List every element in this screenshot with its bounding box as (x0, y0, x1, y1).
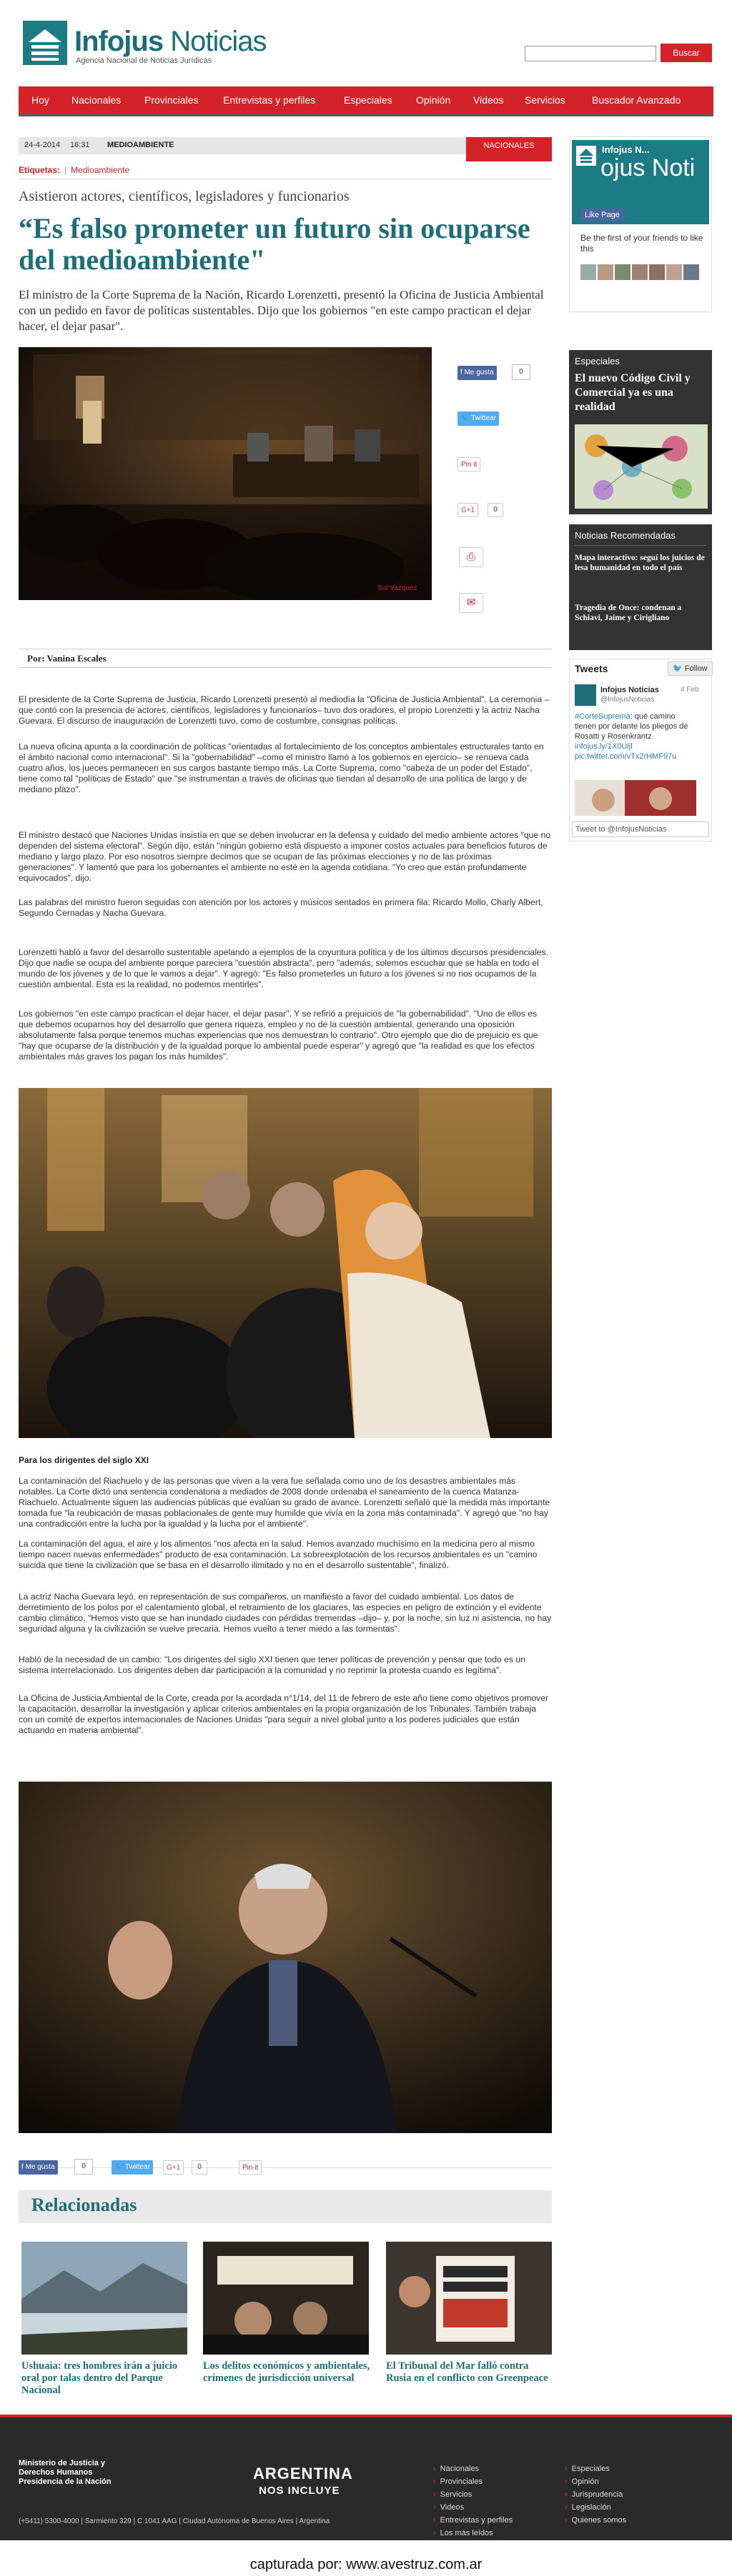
tweet-compose-input[interactable]: Tweet to @InfojusNoticias (572, 822, 709, 837)
footer-link[interactable]: › Quienes somos (565, 2516, 626, 2525)
argentina-logo: ARGENTINA (253, 2465, 353, 2482)
tweet-handle[interactable]: @InfojusNoticias (600, 696, 655, 704)
nav-divider (19, 114, 713, 116)
article-time: 16:31 (70, 141, 90, 149)
footer-link[interactable]: › Entrevistas y perfiles (433, 2516, 513, 2525)
article-date: 24-4-2014 (24, 141, 61, 149)
search-input[interactable] (525, 46, 656, 61)
footer-link[interactable]: › Opinión (565, 2477, 599, 2486)
avatar[interactable] (649, 264, 665, 280)
google-plus-button[interactable]: G+1 (163, 2160, 184, 2175)
tags-label: Etiquetas: (19, 165, 61, 175)
nav-item-opinion[interactable]: Opinión (416, 94, 451, 106)
recommended-heading: Noticias Recomendadas (575, 530, 676, 541)
section-badge[interactable]: NACIONALES (466, 137, 552, 161)
footer-address: (+5411) 5300-4000 | Sarmiento 329 | C 1041 AAG | Ciudad Autónoma de Buenos Aires | Argentina (19, 2517, 330, 2525)
related-caption[interactable]: El Tribunal del Mar falló contra Rusia en el conflicto con Greenpeace (386, 2360, 548, 2384)
nav-item-hoy[interactable]: Hoy (31, 94, 49, 106)
facebook-count: 0 (512, 364, 530, 380)
avatar[interactable] (615, 264, 630, 280)
divider (19, 667, 552, 668)
footer-link[interactable]: › Jurisprudencia (565, 2490, 623, 2499)
related-caption[interactable]: Los delitos económicos y ambientales, crímenes de jurisdicción universal (203, 2360, 370, 2384)
pinterest-button[interactable]: Pin it (458, 457, 480, 471)
footer-link[interactable]: › Provinciales (433, 2477, 483, 2486)
article-paragraph: La Oficina de Justicia Ambiental de la Corte, creada por la acordada n°1/14, del 11 de febrero de este año tiene como objetivos promover la capacitación, desarrollar la investigación y aplicar criterios ambientales en la propia organización de los Tribunales. También trabaja con un comité de expertos internacionales de Naciones Unidas "para seguir a nivel global junto a los poderes judiciales que están actuando en materia ambiental". (19, 1693, 549, 1735)
tweets-heading: Tweets (575, 663, 608, 674)
avatar[interactable] (580, 264, 596, 280)
tags-row: Etiquetas: | Medioambiente (19, 165, 130, 175)
especiales-heading: Especiales (575, 356, 620, 366)
twitter-icon: 🐦 (460, 414, 472, 422)
pinterest-button[interactable]: Pin it (239, 2160, 262, 2175)
avatar[interactable] (683, 264, 699, 280)
article-paragraph: El presidente de la Corte Suprema de Justicia, Ricardo Lorenzetti presentó al mediodía la "Oficina de Justicia Ambiental". La ceremonia –que contó con la presencia de actores, científicos, legisladores y funcionarios– tuvo dos oradores, el propio Lorenzetti y la actriz Nacha Guevara. El discurso de inauguración de Lorenzetti tuvo, como de costumbre, consignas políticas. (19, 694, 550, 726)
twitter-follow-button[interactable]: 🐦 Follow (668, 662, 713, 676)
especiales-image[interactable] (575, 424, 708, 509)
article-paragraph: El ministro destacó que Naciones Unidas insistía en que se deben involucrar en la defensa y cuidado del medio ambiente actores "que no dependen del sistema electoral". Según dijo, están "ningún gobierno está dispuesto a imponer costos actuales para beneficios futuros de mediano y largo plazo. Por eso nosotros siempre decimos que se ocupan de las próximas elecciones y no de las próximas generaciones". Y lamentó que para los gobernantes el ambiente no esté en la agenda cotidiana. "Yo creo que están profundamente equivocados", dijo. (19, 830, 551, 883)
section-caption: Para los dirigentes del siglo XXI (19, 1455, 149, 1465)
facebook-page-name[interactable]: Infojus N... (602, 144, 650, 155)
facebook-icon: f (21, 2163, 26, 2171)
article-paragraph: La contaminación del Riachuelo y de las personas que viven a la vera fue señalada como uno de los desastres ambientales más notables. La Corte dictó una sentencia condenatoria a mediados de 2008 donde ordenaba el saneamiento de la cuenca Matanza-Riachuelo. Actualmente siguen las audiencias públicas que evalúan su grado de avance. Lorenzetti señaló que la medida más importante tomada fue "la reubicación de masas poblacionales de gente muy humilde que vivía en la zona más contaminada". Y agregó que "no hay una contradicción entre la lucha por la igualdad y la lucha por el ambiente". (19, 1476, 550, 1529)
avatar[interactable] (598, 264, 613, 280)
main-photo (19, 347, 432, 600)
ministry-logo[interactable]: Ministerio de Justicia y Derechos Humanos Presidencia de la Nación (19, 2459, 112, 2486)
print-icon[interactable]: ⎙ (459, 547, 483, 567)
argentina-slogan: NOS INCLUYE (259, 2485, 340, 2497)
article-subhead: Asistieron actores, científicos, legisladores y funcionarios (19, 189, 350, 204)
nav-item-nacionales[interactable]: Nacionales (71, 94, 122, 106)
article-paragraph: Habló de la necesidad de un cambio: "Los dirigentes del siglo XXI tienen que tener políticas de prevención y pensar que todo es un sistema interrelacionado. Los dirigentes deben dar participación a la comunidad y no reprimir la protesta cuando es legítima". (19, 1654, 525, 1675)
twitter-share-button[interactable]: 🐦 Twittear (112, 2160, 153, 2175)
article-paragraph: Los gobiernos "en este campo practican el dejar hacer, el dejar pasar". Y se refirió a prejuicios de "la gobernabilidad". "Uno de ellos es que debemos ocuparnos hoy del desarrollo que genera riqueza, empleo y no de la cuestión ambiental, generando una oposición absolutamente falsa porque tenemos muchas experiencias que nos demuestran lo contrario". Otro ejemplo que dio de prejuicio es que "hay que ocuparse de la distribución y de la igualdad porque lo ambiental puede esperar" y agregó que "la realidad es que los efectos ambientales más graves los pagan los más humildes". (19, 1009, 538, 1062)
article-paragraph: La nueva oficina apunta a la coordinación de políticas "orientadas al fortalecimiento de los conceptos ambientales estructurales tanto en el ámbito nacional como internacional". Si la "gobernabilidad" –como el ministro llamó a los gobiernos en ejercicio– se renueva cada cuatro años, los jueces permanecen en sus cargos bastante tiempo más. La Corte Suprema, como "cabeza de un poder del Estado", tiene como tal "políticas de Estado" que "se instrumentan a través de oficinas que tiendan al desarrollo de una política de largo y de mediano plazo". (19, 742, 544, 794)
divider (19, 2167, 552, 2168)
recommended-item[interactable]: Mapa interactivo: seguí los juicios de lesa humanidad en todo el país (575, 554, 705, 572)
search-button[interactable]: Buscar (661, 44, 712, 62)
related-caption[interactable]: Ushuaia: tres hombres irán a juicio oral por talas dentro del Parque Nacional (21, 2360, 178, 2396)
footer-link[interactable]: › Nacionales (433, 2465, 479, 2473)
related-thumbnail[interactable] (203, 2242, 369, 2355)
article-section[interactable]: MEDIOAMBIENTE (107, 141, 174, 149)
related-title: Relacionadas (31, 2195, 137, 2215)
tag-link[interactable]: Medioambiente (71, 165, 130, 175)
recommended-item[interactable]: Tragedia de Once: condenan a Schiavi, Jaime y Cirigliano (575, 604, 682, 622)
nav-item-especiales[interactable]: Especiales (344, 94, 392, 106)
article-paragraph: Las palabras del ministro fueron seguidas con atención por los actores y músicos sentados en primera fila: Ricardo Mollo, Charly Albert, Segundo Cernadas y Nacha Guevara. (19, 897, 543, 918)
facebook-count: 0 (74, 2159, 93, 2175)
mail-icon[interactable]: ✉ (459, 593, 483, 613)
recommended-widget (569, 524, 712, 650)
article-photo (19, 1782, 552, 2133)
twitter-share-button[interactable]: 🐦 Twittear (458, 411, 499, 426)
nav-item-servicios[interactable]: Servicios (525, 94, 565, 106)
facebook-like-page-button[interactable]: Like Page (580, 209, 624, 221)
main-nav (19, 86, 713, 114)
avatar[interactable] (575, 684, 596, 706)
avatar[interactable] (632, 264, 648, 280)
tweet-author[interactable]: Infojus Noticias (600, 686, 659, 694)
tweet-image[interactable] (575, 780, 696, 816)
nav-item-entrevistas[interactable]: Entrevistas y perfiles (223, 94, 316, 106)
footer-link[interactable]: › Legislación (565, 2503, 611, 2512)
google-plus-button[interactable]: G+1 (458, 503, 478, 517)
especiales-title[interactable]: El nuevo Código Civil y Comercial ya es una realidad (575, 372, 691, 413)
twitter-icon: 🐦 (114, 2163, 126, 2171)
article-headline: “Es falso prometer un futuro sin ocuparse del medioambiente" (19, 212, 530, 276)
nav-item-provinciales[interactable]: Provinciales (144, 94, 199, 106)
related-thumbnail[interactable] (21, 2242, 187, 2355)
article-author: Por: Vanina Escales (27, 653, 107, 664)
divider (575, 545, 706, 546)
footer-link[interactable]: › Especiales (565, 2465, 610, 2473)
article-photo (19, 1088, 552, 1438)
related-thumbnail[interactable] (386, 2242, 552, 2355)
svg-text:ojus Noti: ojus Noti (600, 154, 696, 181)
article-paragraph: Lorenzetti habló a favor del desarrollo sustentable apelando a ejemplos de la coyuntura política y de los últimos discursos presidenciales. Dijo que nadie se ocupa del ambiente porque pareciera "cuestión abstracta", pero "además, solemos escuchar que se habla en todo el mundo de los jóvenes y de lo que le vamos a dejar". Y agregó: "Es falso prometerles un futuro a los jóvenes si no nos ocupamos de la cuestión ambiental. Esta es la realidad, no podemos mentirles". (19, 947, 549, 989)
nav-item-buscador[interactable]: Buscador Avanzado (592, 94, 681, 106)
facebook-like-button[interactable]: f Me gusta (458, 366, 497, 380)
facebook-like-button[interactable]: f Me gusta (19, 2160, 58, 2175)
photo-credit: Sol Vazquez (377, 584, 417, 592)
site-title[interactable]: Infojus Noticias (74, 26, 267, 57)
article-lead: El ministro de la Corte Suprema de la Nación, Ricardo Lorenzetti, presentó la Oficina de Justicia Ambiental con un pedido en favor de políticas sustentables. Dijo que los gobiernos "en este campo practican el dejar hacer, el dejar pasar". (19, 288, 544, 333)
avatar[interactable] (666, 264, 682, 280)
site-subtitle: Agencia Nacional de Noticias Jurídicas (76, 56, 212, 65)
footer-link[interactable]: › Videos (433, 2503, 464, 2512)
google-plus-count: 0 (192, 2160, 207, 2175)
tweet-date[interactable]: 4 Feb (681, 686, 699, 694)
logo-icon[interactable] (23, 21, 67, 65)
footer-accent (0, 2415, 732, 2417)
tweet-text: #CorteSuprema: qué camino tienen por delante los pliegos de Rosatti y Rosenkrantz infojus.ly/1X0Uljl pic.twitter.com/vTx2rHMF97u (575, 712, 688, 761)
capture-credit: capturada por: www.avestruz.com.ar (0, 2553, 732, 2576)
facebook-icon: f (460, 369, 465, 376)
article-paragraph: La actriz Nacha Guevara leyó, en representación de sus compañeros, un manifiesto a favor del cuidado ambiental. Los datos de derretimiento de los polos por el calentamiento global, el retraimiento de los glaciares, las especies en peligro de extinción y el evidente cambio climático, "Hemos visto que se han inundado ciudades con pérdidas tremendas –dijo– y, por la noche, sin luz ni asistencia, no hay seguridad alguna y la civilización se vuelve precaria. Hemos vuelto a tener miedo a las tormentas". (19, 1592, 552, 1634)
nav-item-videos[interactable]: Videos (473, 94, 504, 106)
article-paragraph: La contaminación del agua, el aire y los alimentos "nos afecta en la salud. Hemos avanzado muchísimo en la medicina pero al mismo tiempo nacen nuevas enfermedades" producto de esa contaminación. La sobreexplotación de los recursos ambientales es un "camino suicida que tiene la civilización que se basa en el desarrollo ilimitado y no en el desarrollo sustentable", finalizó. (19, 1539, 538, 1570)
footer-link[interactable]: › Servicios (433, 2490, 472, 2499)
twitter-icon: 🐦 (673, 664, 685, 673)
footer-link[interactable]: › Los más leídos (433, 2529, 493, 2537)
google-plus-count: 0 (488, 503, 503, 517)
facebook-friends-text: Be the first of your friends to like this (580, 233, 703, 254)
